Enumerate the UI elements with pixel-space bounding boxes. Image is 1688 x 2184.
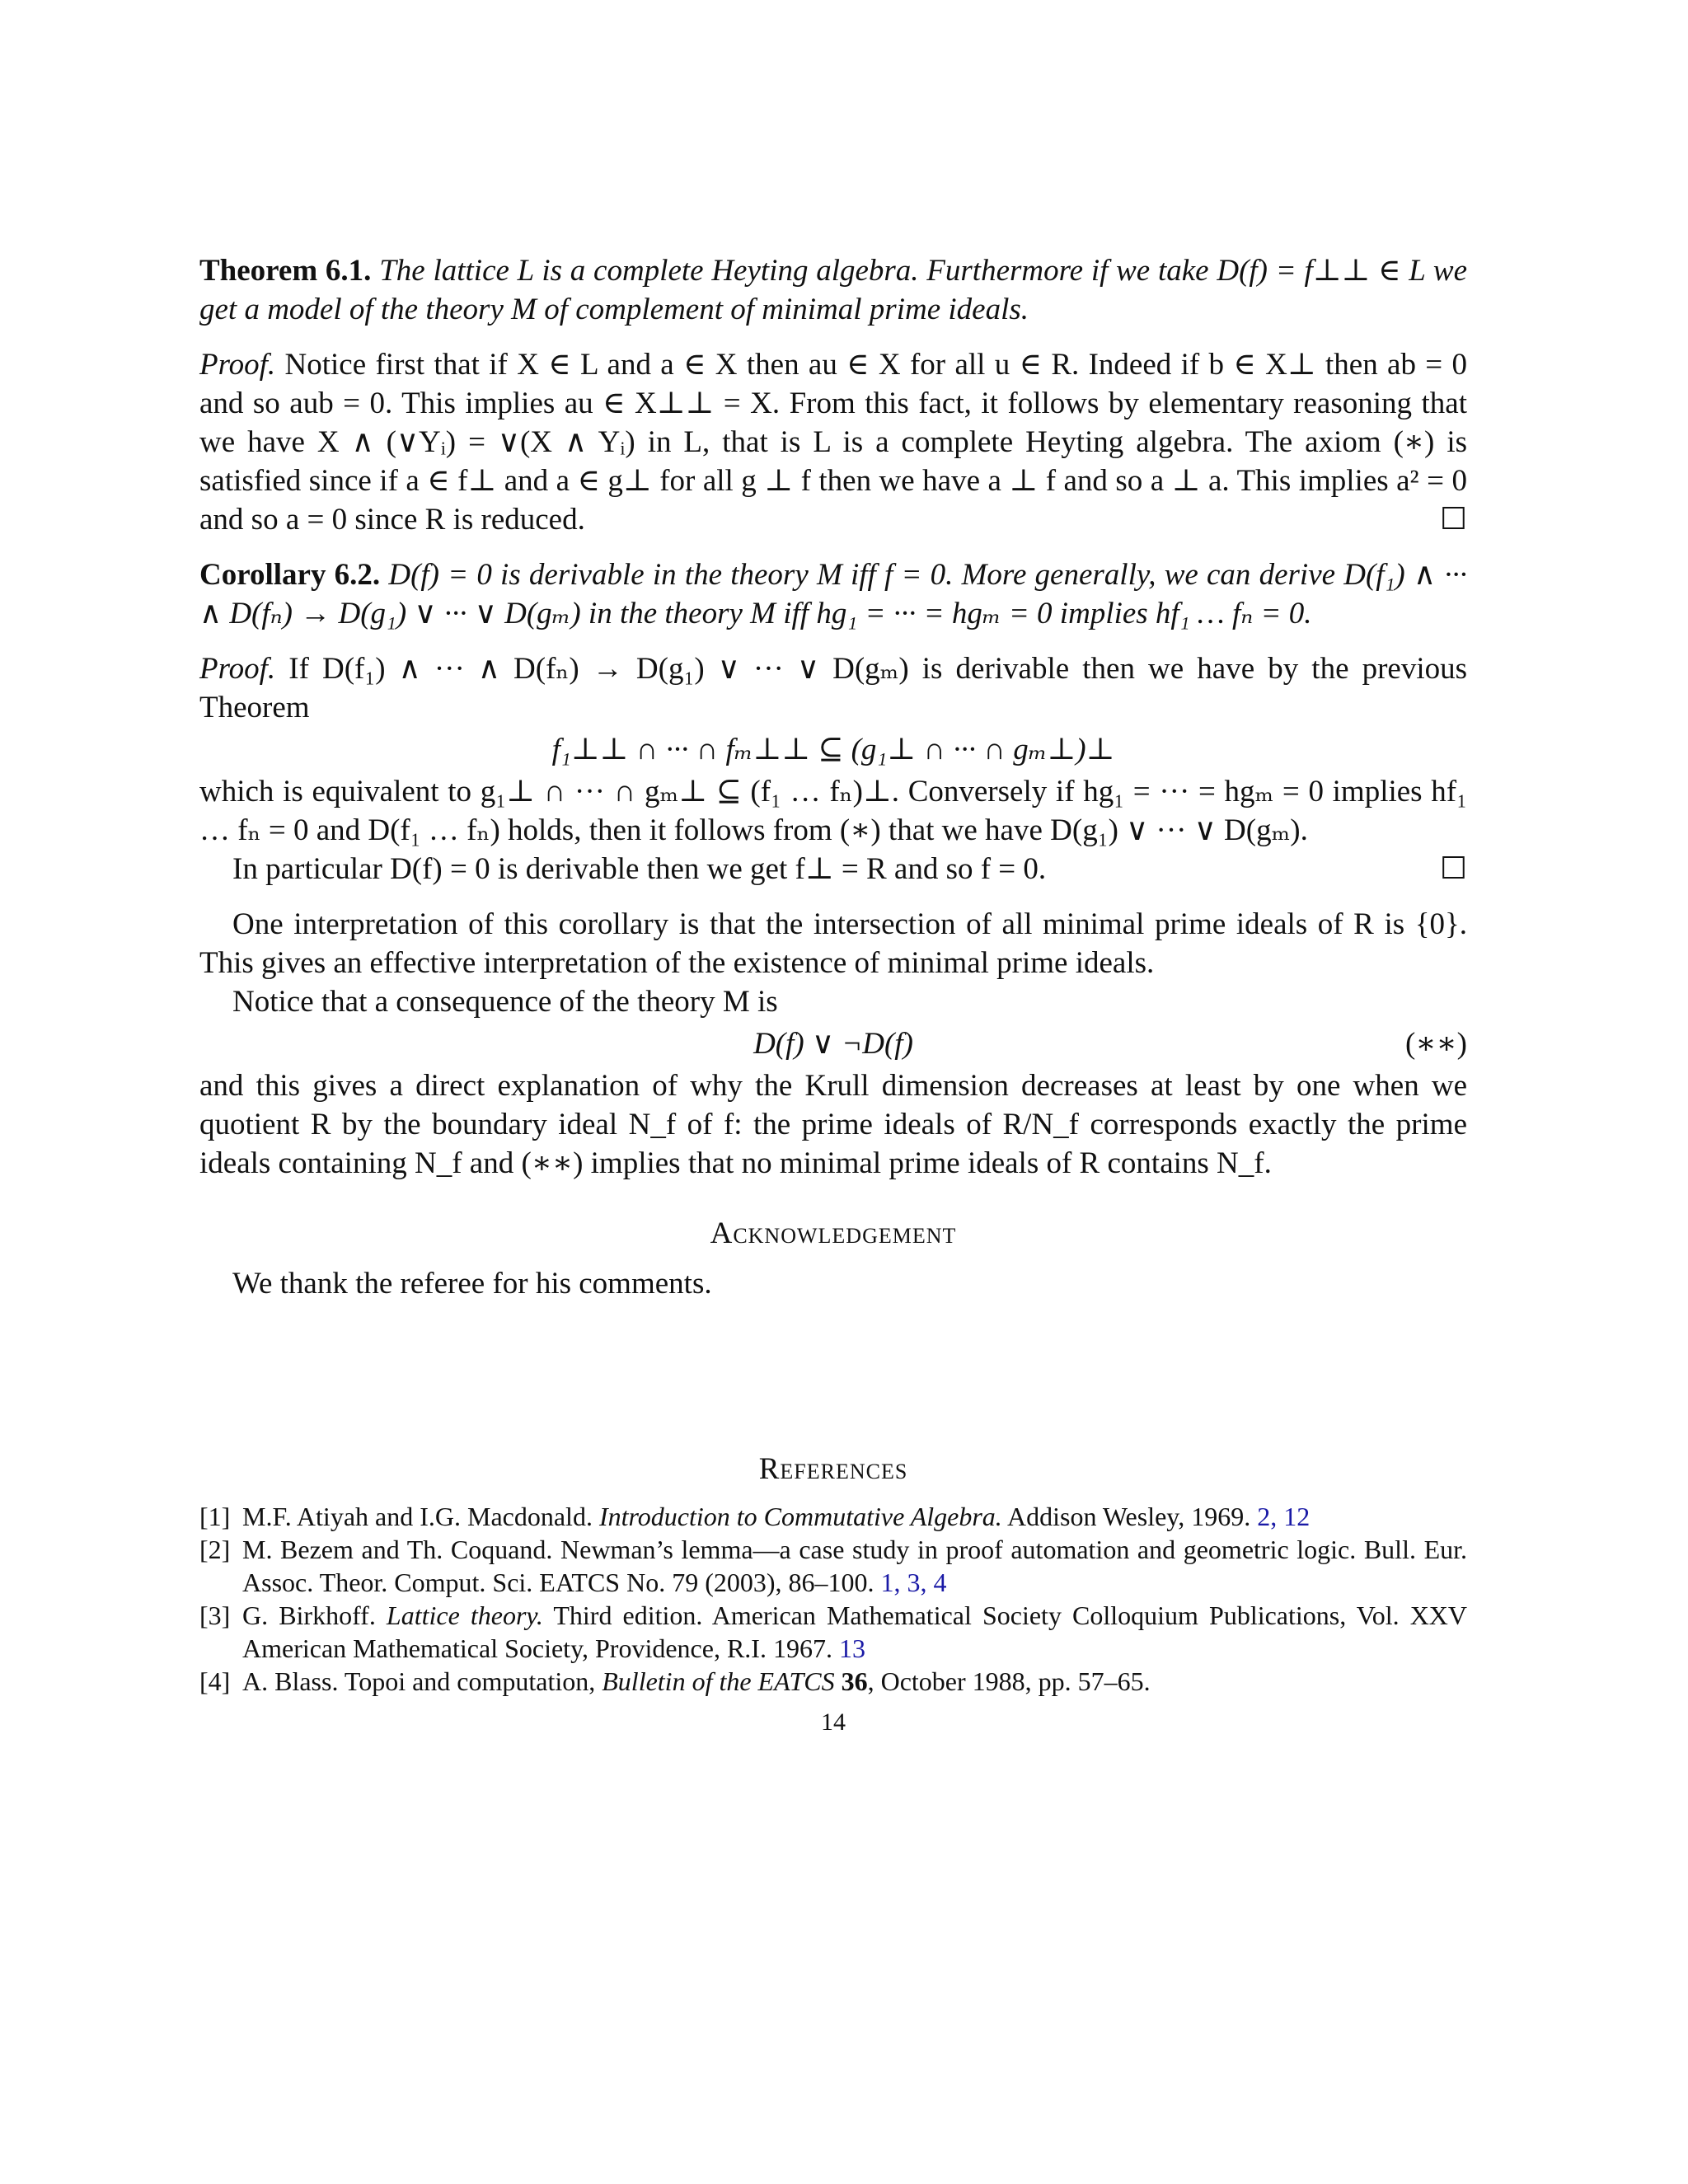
acknowledgement-text: We thank the referee for his comments. — [232, 1267, 712, 1301]
reference-number: [2] — [199, 1535, 231, 1564]
equation-tag: (∗∗) — [1405, 1027, 1467, 1061]
reference-item: [3] G. Birkhoff. Lattice theory. Third edition. American Mathematical Society Colloquium Publications, Vol. XXV American Mathematical Society, Providence, R.I. 1967. 13 — [199, 1601, 1468, 1663]
reference-number: [3] — [199, 1601, 231, 1630]
reference-list — [199, 1500, 1467, 1698]
proof-particular-case — [199, 850, 1467, 888]
theorem-6-1 — [199, 251, 1467, 329]
proof-text: If D(f₁) ∧ ··· ∧ D(fₙ) → D(g₁) ∨ ··· ∨ D(gₘ) is derivable then we have by the previous Theorem — [199, 652, 1467, 724]
backref-link[interactable]: 1, 3, 4 — [880, 1568, 947, 1597]
proof-corollary-6-2 — [199, 649, 1467, 727]
reference-title: Introduction to Commutative Algebra. — [598, 1502, 1002, 1531]
reference-title: Lattice theory. — [386, 1601, 543, 1630]
body-paragraph-1: One interpretation of this corollary is that the intersection of all minimal prime ideals of R is {0}. This gives an effective interpretation of the existence of minimal prime ideals. — [199, 907, 1467, 980]
corollary-label: Corollary 6.2. — [199, 558, 381, 592]
reference-item: [2] M. Bezem and Th. Coquand. Newman’s lemma—a case study in proof automation and geometric logic. Bull. Eur. Assoc. Theor. Comput. Sci. EATCS No. 79 (2003), 86–100. 1, 3, 4 — [199, 1535, 1467, 1597]
display-equation-2 — [199, 1024, 1467, 1063]
acknowledgement-heading: Acknowledgement — [710, 1216, 957, 1250]
reference-volume: 36 — [834, 1666, 868, 1696]
reference-title: Bulletin of the EATCS — [602, 1666, 835, 1696]
display-equation-1: f₁⊥⊥ ∩ ··· ∩ fₘ⊥⊥ ⊆ (g₁⊥ ∩ ··· ∩ gₘ⊥)⊥ — [551, 733, 1115, 766]
page-number: 14 — [821, 1708, 846, 1736]
proof-text: In particular D(f) = 0 is derivable then we get f⊥ = R and so f = 0. — [232, 852, 1047, 886]
qed-symbol: ☐ — [1439, 503, 1467, 537]
equation-content: D(f) ∨ ¬D(f) — [753, 1027, 913, 1061]
references-heading: References — [758, 1452, 908, 1486]
proof-text: Notice first that if X ∈ L and a ∈ X then au ∈ X for all u ∈ R. Indeed if b ∈ X⊥ then ab = 0 and so aub = 0. This implies au ∈ X⊥⊥ = X. From this fact, it follows by elementary reasoning that we have X ∧ (∨Yᵢ) = ∨(X ∧ Yᵢ) in L, that is L is a complete Heyting algebra. The axiom (∗) is satisfied since if a ∈ f⊥ and a ∈ g⊥ for all g ⊥ f then we have a ⊥ f and so a ⊥ a. This implies a² = 0 and so a = 0 since R is reduced. — [199, 348, 1468, 537]
qed-symbol: ☐ — [1439, 852, 1467, 886]
proof-label: Proof. — [199, 652, 276, 686]
corollary-6-2 — [199, 555, 1467, 633]
body-paragraph-3: and this gives a direct explanation of why the Krull dimension decreases at least by one when we quotient R by the boundary ideal N_f of f: the prime ideals of R/N_f corresponds exactly the prime ideals containing N_f and (∗∗) implies that no minimal prime ideals of R contains N_f. — [199, 1069, 1467, 1180]
paper-page — [199, 251, 1467, 1741]
body-paragraph-2: Notice that a consequence of the theory M is — [232, 985, 778, 1019]
backref-link[interactable]: 2, 12 — [1257, 1502, 1311, 1531]
reference-item: [4] A. Blass. Topoi and computation, Bulletin of the EATCS 36, October 1988, pp. 57–65. — [199, 1666, 1151, 1696]
corollary-statement: D(f) = 0 is derivable in the theory M iff f = 0. More generally, we can derive D(f₁) ∧ ··· ∧ D(fₙ) → D(g₁) ∨ ··· ∨ D(gₘ) in the theory M iff hg₁ = ··· = hgₘ = 0 implies hf₁ … fₙ = 0. — [199, 558, 1467, 630]
backref-link[interactable]: 13 — [838, 1633, 865, 1663]
reference-item: [1] M.F. Atiyah and I.G. Macdonald. Introduction to Commutative Algebra. Addison Wesley, 1969. 2, 12 — [199, 1502, 1311, 1531]
proof-theorem-6-1 — [199, 345, 1467, 539]
reference-number: [4] — [199, 1666, 231, 1696]
theorem-statement: The lattice L is a complete Heyting algebra. Furthermore if we take D(f) = f⊥⊥ ∈ L we get a model of the theory M of complement of minimal prime ideals. — [199, 254, 1468, 326]
proof-label: Proof. — [199, 348, 276, 382]
theorem-label: Theorem 6.1. — [199, 254, 372, 288]
reference-number: [1] — [199, 1502, 231, 1531]
proof-continued: which is equivalent to g₁⊥ ∩ ··· ∩ gₘ⊥ ⊆ (f₁ … fₙ)⊥. Conversely if hg₁ = ··· = hgₘ = 0 implies hf₁ … fₙ = 0 and D(f₁ … fₙ) holds, then it follows from (∗) that we have D(g₁) ∨ ··· ∨ D(gₘ). — [199, 775, 1467, 847]
